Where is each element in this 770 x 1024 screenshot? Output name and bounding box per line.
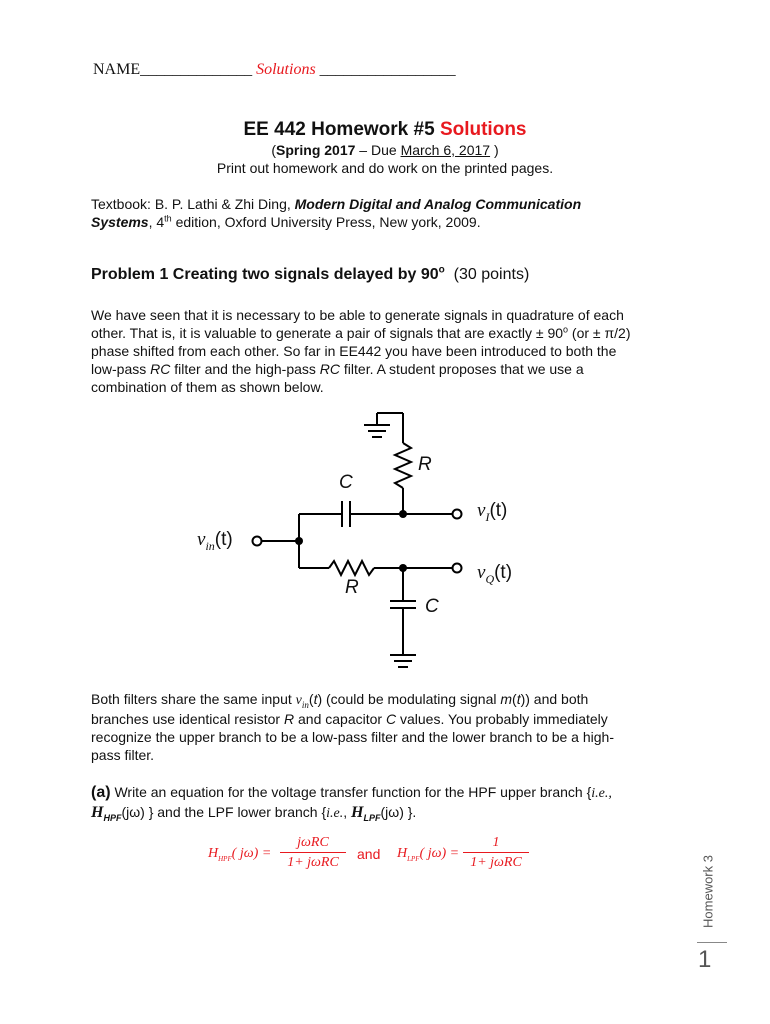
- name-blank-right: _________________: [319, 61, 456, 78]
- label-vq-t: (t): [494, 562, 513, 583]
- para1-line4c: filter and the high-pass: [170, 361, 320, 377]
- semester: Spring 2017: [276, 142, 356, 158]
- eq-and: and: [357, 846, 381, 862]
- para2-vin-sub: in: [301, 699, 309, 710]
- node-top-junction: [399, 510, 407, 518]
- eq-h-hpf-sub: HPF: [218, 854, 232, 863]
- label-vin-sub: in: [205, 538, 215, 553]
- para2-l2a: branches use identical resistor: [91, 711, 284, 727]
- filters-paragraph: [91, 690, 691, 764]
- part-a-h2-sub: LPF: [363, 812, 381, 823]
- para2-r: R: [284, 711, 295, 727]
- part-a-comma2: ,: [343, 804, 352, 820]
- para1-line3: phase shifted from each other. So far in EE442 you have been introduced to both the: [91, 343, 617, 359]
- resistor-r-bottom: [329, 561, 374, 575]
- label-vi-t: (t): [489, 500, 508, 521]
- output-terminal-vq: [453, 564, 462, 573]
- para2-t2: t: [516, 691, 521, 707]
- textbook-rest: edition, Oxford University Press, New york, 2009.: [171, 214, 481, 230]
- edition-sup: th: [164, 213, 172, 224]
- part-a-h2: H: [351, 804, 364, 821]
- footer-divider: [697, 942, 727, 943]
- eq-h-lpf: H: [397, 846, 408, 861]
- part-a-ie2: i.e.: [326, 806, 344, 821]
- para2-m: m: [500, 691, 513, 707]
- label-vi: [477, 500, 507, 522]
- degree-sup: o: [438, 264, 445, 276]
- para2-l1a: Both filters share the same input: [91, 691, 296, 707]
- label-vi-sub: I: [485, 509, 490, 524]
- title-accent: Solutions: [439, 119, 527, 140]
- para2-vin: v: [295, 693, 302, 708]
- part-a-h1: H: [91, 804, 104, 821]
- label-vin-t: (t): [214, 529, 233, 550]
- part-a-question: [91, 783, 691, 823]
- label-vi-v: v: [477, 500, 486, 521]
- hpf-numerator: jωRC: [280, 835, 346, 853]
- name-label: NAME: [93, 61, 141, 78]
- label-r-bottom: R: [345, 577, 359, 598]
- hpf-denominator: 1+ jωRC: [287, 855, 339, 870]
- eq-h-hpf-arg: ( jω) =: [231, 846, 272, 861]
- lpf-equation-lhs: [397, 846, 459, 862]
- para1-line5: combination of them as shown below.: [91, 379, 324, 395]
- edition-num: , 4: [148, 214, 165, 230]
- label-c-bottom: C: [425, 596, 439, 617]
- lpf-fraction: [463, 835, 529, 871]
- para2-l2b: and capacitor: [294, 711, 386, 727]
- para1-line4e: filter. A student proposes that we use a: [340, 361, 584, 377]
- hpf-fraction: [280, 835, 346, 871]
- para2-l1d: (: [512, 691, 517, 707]
- input-terminal: [253, 537, 262, 546]
- node-bottom-junction: [399, 564, 407, 572]
- part-a-ie1: i.e.: [591, 786, 609, 801]
- due-date: March 6, 2017: [400, 142, 491, 158]
- semester-line: (Spring 2017 – Due March 6, 2017 ): [271, 142, 499, 158]
- para1-rc2: RC: [319, 361, 341, 377]
- para2-c: C: [385, 711, 397, 727]
- side-label: Homework 3: [700, 855, 716, 928]
- eq-h-lpf-sub: LPF: [407, 854, 420, 863]
- book-title-1: Modern Digital and Analog Communication: [294, 196, 582, 212]
- problem-points: (30 points): [453, 266, 530, 283]
- para2-l1c: ) (could be modulating signal: [317, 691, 501, 707]
- eq-h-lpf-arg: ( jω) =: [419, 846, 460, 861]
- para2-l1e: )) and both: [520, 691, 589, 707]
- part-a-comma1: ,: [608, 786, 612, 801]
- name-blank-left: ______________: [140, 61, 253, 78]
- name-value: Solutions: [256, 61, 316, 78]
- page-number: 1: [698, 946, 712, 973]
- part-a-label: (a): [91, 784, 111, 801]
- lpf-denominator: 1+ jωRC: [470, 855, 522, 870]
- resistor-r-top: [395, 443, 411, 488]
- instruction: Print out homework and do work on the printed pages.: [216, 160, 554, 176]
- label-c-top: C: [339, 472, 353, 493]
- output-terminal-vi: [453, 510, 462, 519]
- textbook-prefix: Textbook: B. P. Lathi & Zhi Ding,: [91, 196, 295, 212]
- problem-title: Problem 1 Creating two signals delayed by 90: [91, 266, 439, 283]
- label-r-top: R: [418, 454, 432, 475]
- para2-t: t: [313, 691, 318, 707]
- para1-rc1: RC: [150, 361, 171, 377]
- label-vq-sub: Q: [485, 571, 495, 586]
- lpf-numerator: 1: [463, 835, 529, 853]
- due-prefix: – Due: [355, 142, 401, 158]
- para1-line4a: low-pass: [91, 361, 151, 377]
- para1-line2c: (or ± π/2): [568, 325, 631, 341]
- label-vin-v: v: [197, 529, 206, 550]
- para1-line1: We have seen that it is necessary to be able to generate signals in quadrature of each: [91, 307, 624, 323]
- part-a-h1-sub: HPF: [103, 812, 122, 823]
- title-main: EE 442 Homework #5: [243, 119, 435, 140]
- label-vq-v: v: [477, 562, 486, 583]
- label-vin: [197, 529, 233, 551]
- para2-l4: pass filter.: [91, 747, 155, 763]
- part-a-l1a: Write an equation for the voltage transfer function for the HPF upper branch {: [110, 784, 592, 800]
- para1-degree: o: [563, 324, 569, 335]
- book-title-2: Systems: [91, 214, 149, 230]
- para1-line2a: other. That is, it is valuable to generate a pair of signals that are exactly ± 90: [91, 325, 564, 341]
- part-a-h1-arg: (jω) } and the LPF lower branch {: [121, 804, 327, 820]
- part-a-h2-arg: (jω) }.: [380, 804, 417, 820]
- eq-h-hpf: H: [208, 846, 219, 861]
- hpf-equation-lhs: [208, 846, 271, 862]
- para2-l3: recognize the upper branch to be a low-pass filter and the lower branch to be a high-: [91, 729, 614, 745]
- label-vq: [477, 562, 512, 584]
- para2-l2c: values. You probably immediately: [396, 711, 608, 727]
- para2-l1b: (: [308, 691, 314, 707]
- node-input-junction: [295, 537, 303, 545]
